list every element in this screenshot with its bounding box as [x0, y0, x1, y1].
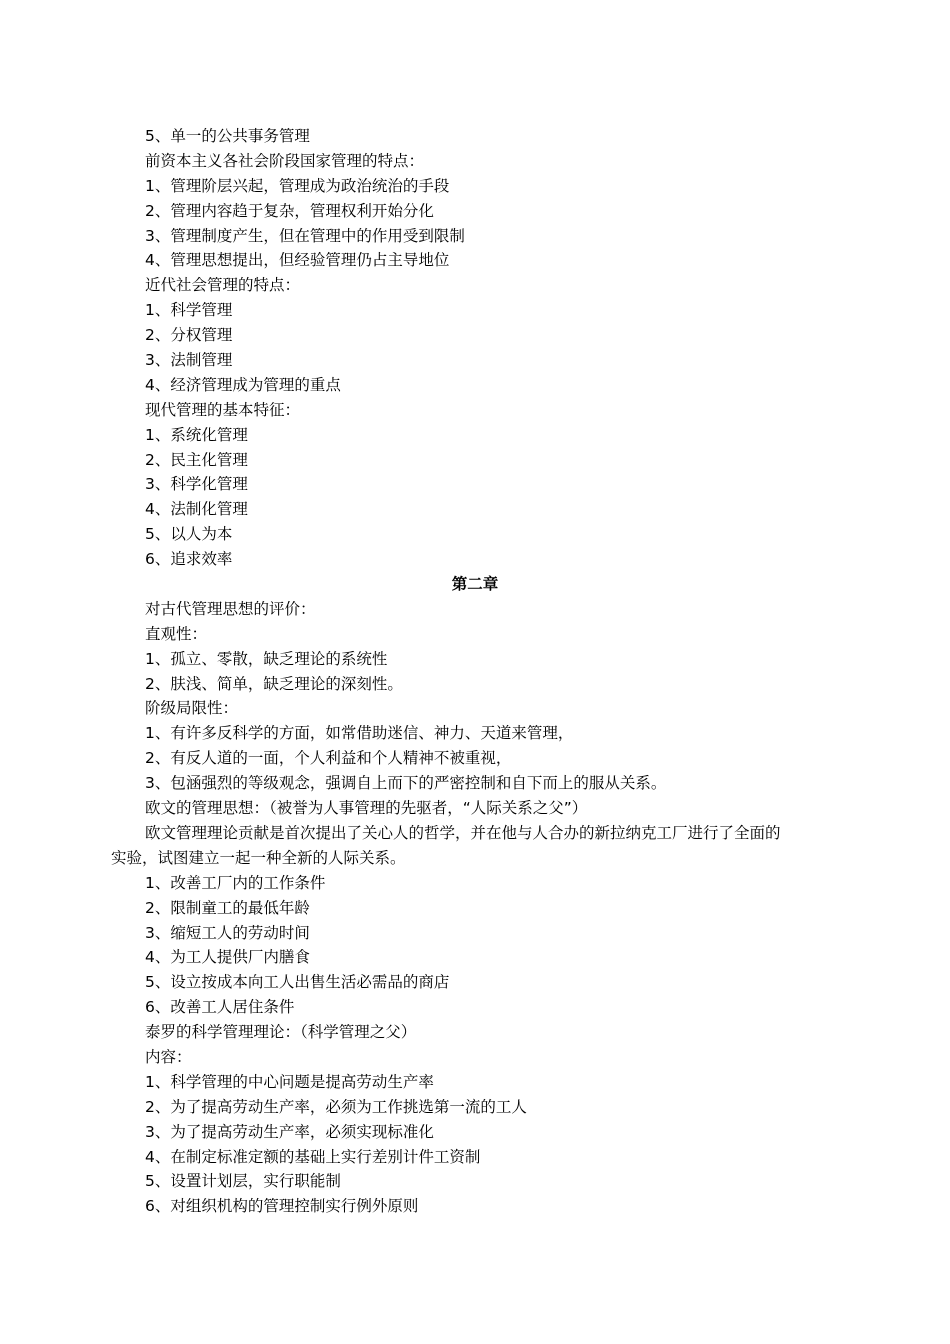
list-item: 6、对组织机构的管理控制实行例外原则 [145, 1197, 419, 1216]
list-item: 3、科学化管理 [145, 475, 248, 494]
chapter-heading: 第二章 [451, 575, 499, 594]
list-item: 4、在制定标准定额的基础上实行差别计件工资制 [145, 1147, 481, 1166]
section-title: 欧文的管理思想：（被誉为人事管理的先驱者，“人际关系之父”） [145, 799, 588, 818]
section-title: 对古代管理思想的评价： [145, 599, 316, 618]
list-item: 5、以人为本 [145, 525, 233, 544]
list-item: 1、孤立、零散，缺乏理论的系统性 [145, 649, 388, 668]
list-item: 3、为了提高劳动生产率，必须实现标准化 [145, 1122, 434, 1141]
list-item: 6、改善工人居住条件 [145, 998, 295, 1017]
list-item: 4、为工人提供厂内膳食 [145, 948, 310, 967]
list-item: 3、缩短工人的劳动时间 [145, 923, 310, 942]
list-item: 3、管理制度产生，但在管理中的作用受到限制 [145, 226, 465, 245]
section-title: 现代管理的基本特征： [145, 400, 301, 419]
list-item: 1、系统化管理 [145, 425, 248, 444]
list-item: 2、限制童工的最低年龄 [145, 898, 310, 917]
list-item: 1、改善工厂内的工作条件 [145, 873, 326, 892]
list-item: 2、有反人道的一面，个人利益和个人精神不被重视， [145, 749, 512, 768]
list-item: 6、追求效率 [145, 550, 233, 569]
section-title: 前资本主义各社会阶段国家管理的特点： [145, 151, 425, 170]
list-item: 4、经济管理成为管理的重点 [145, 375, 341, 394]
section-title: 内容： [145, 1047, 192, 1066]
list-item: 2、肤浅、简单，缺乏理论的深刻性。 [145, 674, 403, 693]
list-item: 2、分权管理 [145, 326, 233, 345]
list-item: 1、科学管理 [145, 301, 233, 320]
list-item: 3、包涵强烈的等级观念，强调自上而下的严密控制和自下而上的服从关系。 [145, 774, 667, 793]
list-item: 4、管理思想提出，但经验管理仍占主导地位 [145, 251, 450, 270]
document-page [0, 124, 950, 1219]
section-title: 阶级局限性： [145, 699, 239, 718]
section-title: 直观性： [145, 624, 208, 643]
list-item: 2、为了提高劳动生产率，必须为工作挑选第一流的工人 [145, 1097, 527, 1116]
list-item: 1、有许多反科学的方面，如常借助迷信、神力、天道来管理， [145, 724, 574, 743]
list-item: 4、法制化管理 [145, 500, 248, 519]
list-item: 5、设立按成本向工人出售生活必需品的商店 [145, 973, 450, 992]
list-item: 2、民主化管理 [145, 450, 248, 469]
list-item: 5、设置计划层，实行职能制 [145, 1172, 341, 1191]
list-item: 2、管理内容趋于复杂，管理权利开始分化 [145, 201, 434, 220]
text-line: 5、单一的公共事务管理 [145, 127, 310, 145]
section-title: 近代社会管理的特点： [145, 276, 301, 295]
section-title: 泰罗的科学管理理论：（科学管理之父） [145, 1023, 417, 1042]
list-item: 3、法制管理 [145, 351, 233, 370]
paragraph-line: 欧文管理理论贡献是首次提出了关心人的哲学，并在他与人合办的新拉纳克工厂进行了全面的 [145, 823, 781, 842]
paragraph-line: 实验，试图建立一起一种全新的人际关系。 [111, 848, 406, 867]
list-item: 1、科学管理的中心问题是提高劳动生产率 [145, 1072, 434, 1091]
list-item: 1、管理阶层兴起，管理成为政治统治的手段 [145, 176, 450, 195]
